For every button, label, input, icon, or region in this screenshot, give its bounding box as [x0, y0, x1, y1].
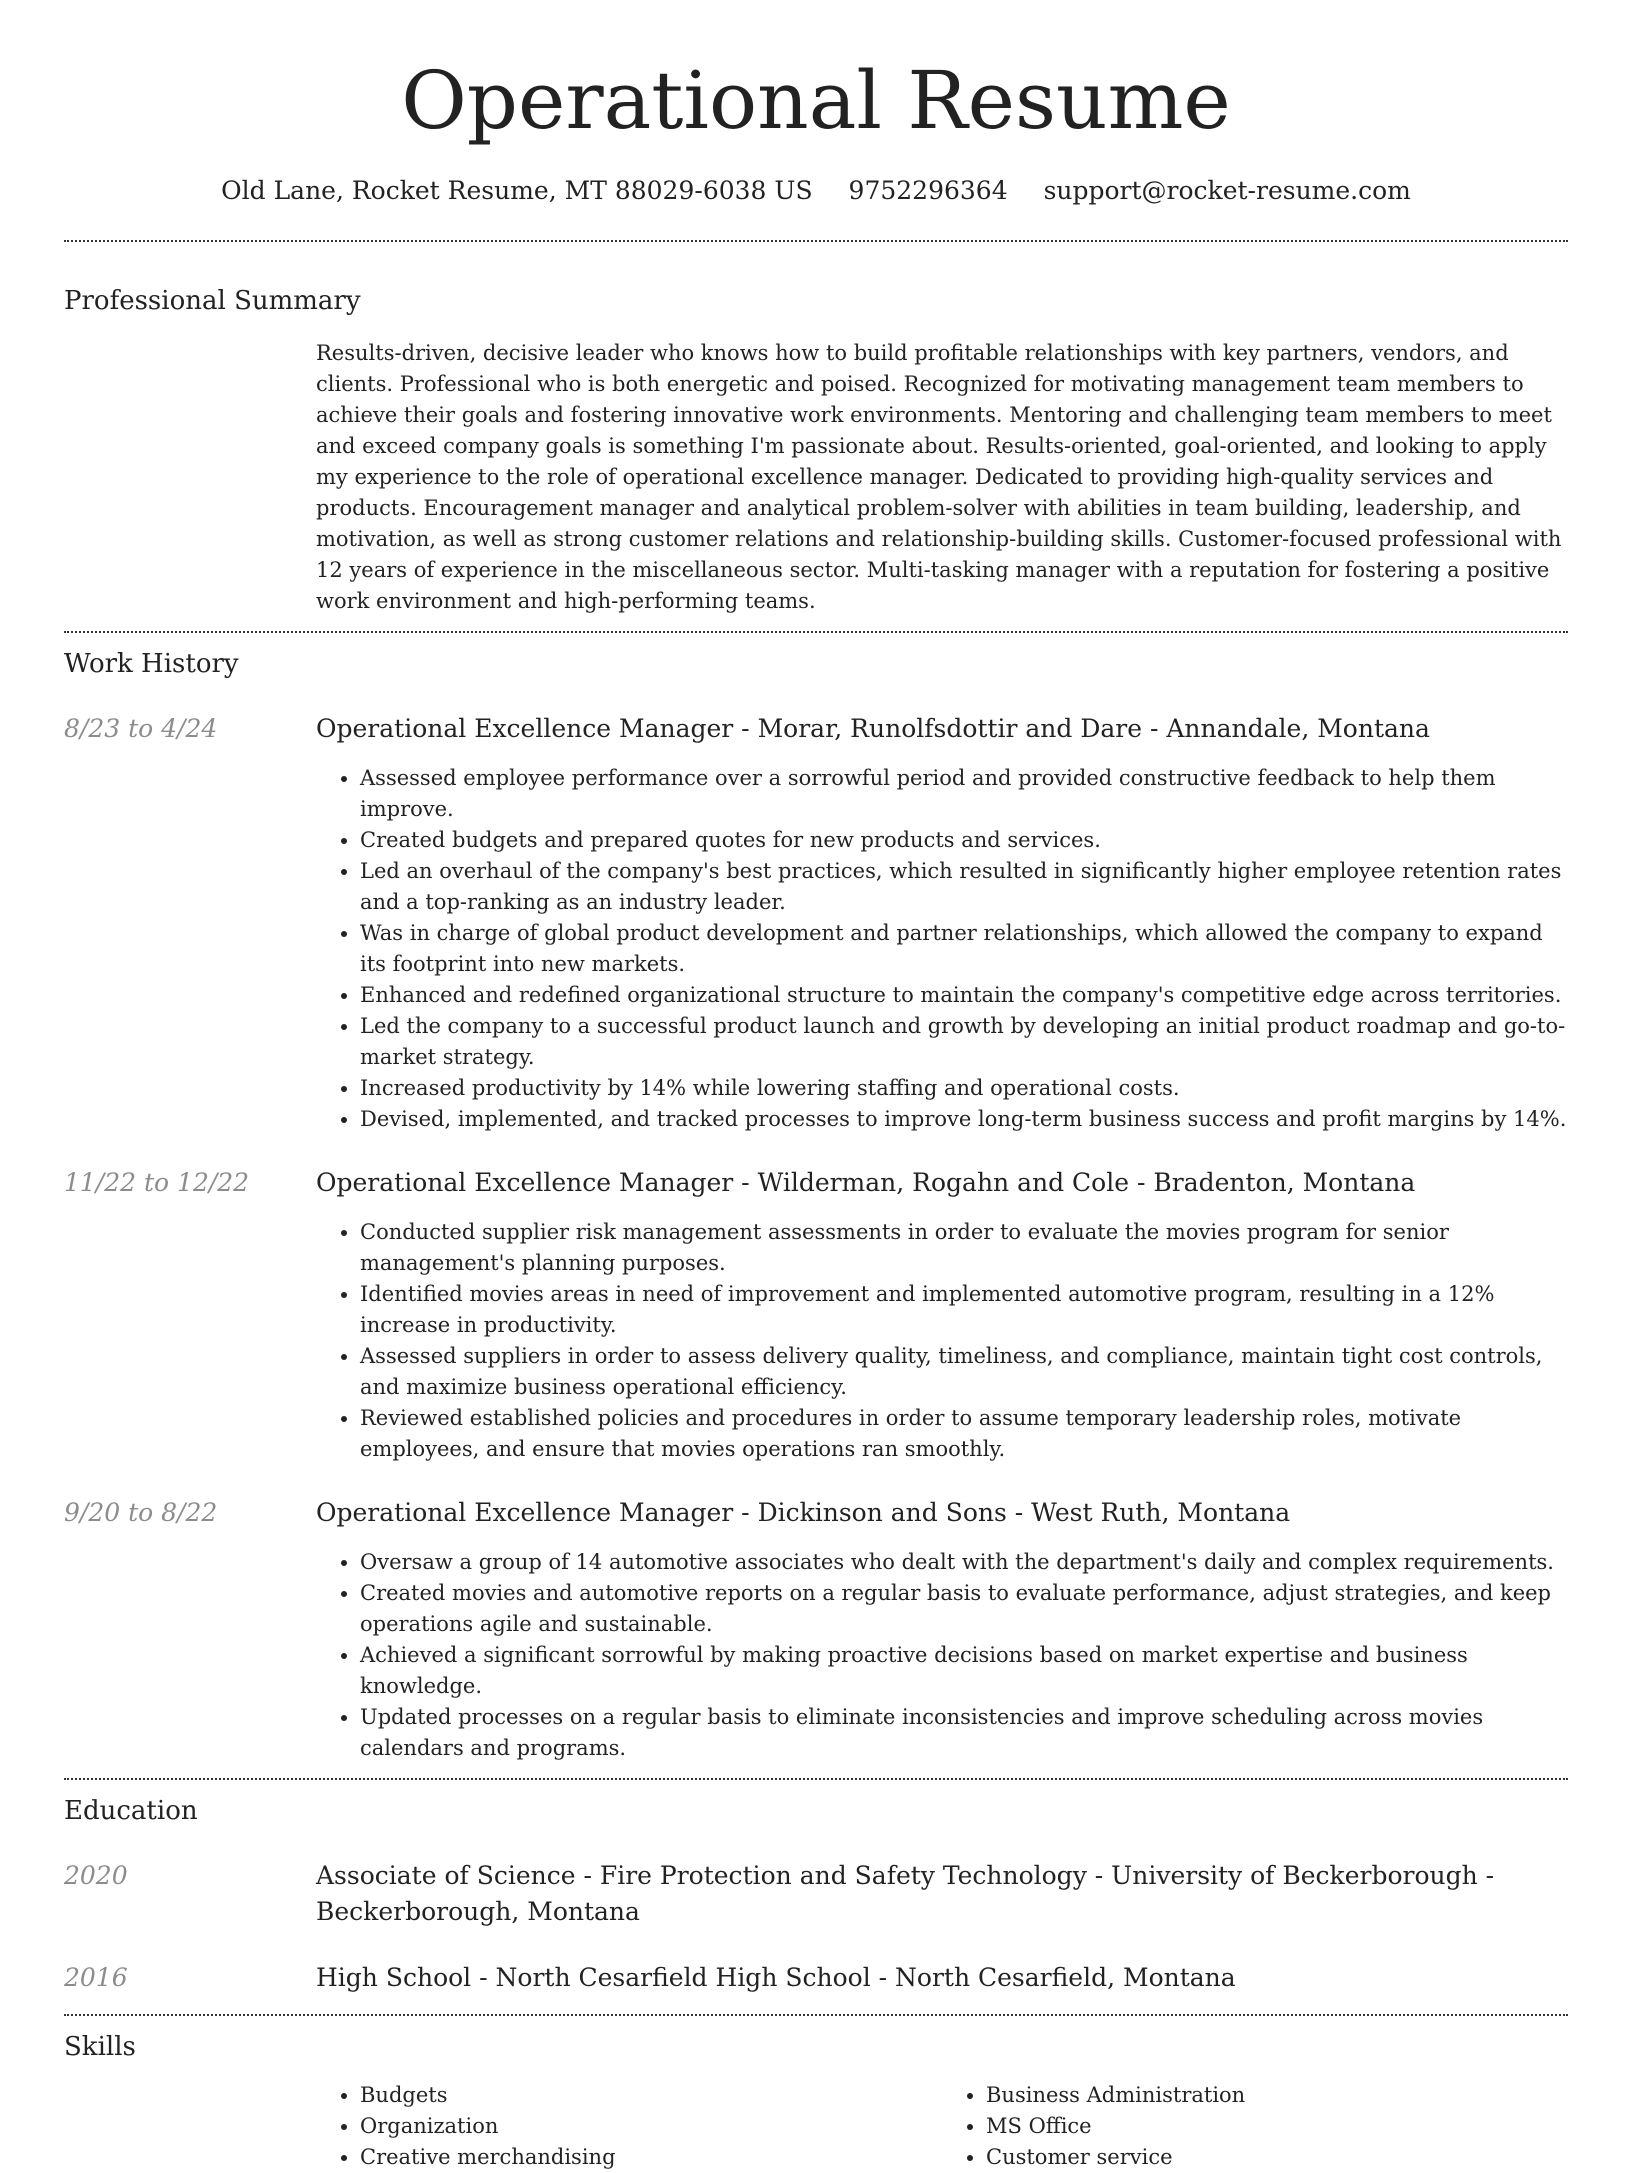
- job-body: [316, 711, 1568, 1135]
- job-entry: [64, 711, 1568, 1135]
- job-bullet: • Conducted supplier risk management assessments in order to evaluate the movies program for senior management's planning purposes.: [360, 1217, 1568, 1279]
- job-dates: 9/20 to 8/22: [64, 1498, 218, 1527]
- job-bullet: • Created movies and automotive reports on a regular basis to evaluate performance, adjust strategies, and keep operations agile and sustainable.: [360, 1578, 1568, 1640]
- job-bullet: • Assessed suppliers in order to assess delivery quality, timeliness, and compliance, maintain tight cost controls, and maximize business operational efficiency.: [360, 1341, 1568, 1403]
- job-bullet: • Identified movies areas in need of improvement and implemented automotive program, resulting in a 12% increase in productivity.: [360, 1279, 1568, 1341]
- skills-list: [316, 2080, 1568, 2173]
- job-bullet: • Devised, implemented, and tracked processes to improve long-term business success and profit margins by 14%.: [360, 1104, 1568, 1135]
- education-year: 2020: [64, 1861, 128, 1890]
- job-bullet: • Updated processes on a regular basis to eliminate inconsistencies and improve scheduling across movies calendars and programs.: [360, 1702, 1568, 1764]
- job-body: [316, 1165, 1568, 1465]
- contact-email: support@rocket-resume.com: [1043, 176, 1411, 205]
- job-bullet: • Enhanced and redefined organizational structure to maintain the company's competitive edge across territories.: [360, 980, 1568, 1011]
- education-title: Associate of Science - Fire Protection and Safety Technology - University of Beckerborough - Beckerborough, Montana: [316, 1861, 1495, 1926]
- section-divider: [64, 1778, 1568, 1780]
- resume-title: Operational Resume: [401, 54, 1231, 147]
- skill-item: • Organization: [360, 2111, 942, 2142]
- job-bullets: [316, 763, 1568, 1135]
- job-dates: 11/22 to 12/22: [64, 1168, 250, 1197]
- job-bullets: [316, 1547, 1568, 1764]
- job-bullet: • Assessed employee performance over a sorrowful period and provided constructive feedback to help them improve.: [360, 763, 1568, 825]
- education-heading: Education: [64, 1796, 198, 1826]
- education-year: 2016: [64, 1963, 128, 1992]
- job-title: Operational Excellence Manager - Morar, Runolfsdottir and Dare - Annandale, Montana: [316, 714, 1430, 743]
- skills-heading: Skills: [64, 2032, 136, 2062]
- skill-item: • Budgets: [360, 2080, 942, 2111]
- summary-text: Results-driven, decisive leader who knows how to build profitable relationships with key partners, vendors, and clients. Professional who is both energetic and poised. Recognized for motivating management team members to achieve their goals and fostering innovative work environments. Mentoring and challenging team members to meet and exceed company goals is something I'm passionate about. Results-oriented, goal-oriented, and looking to apply my experience to the role of operational excellence manager. Dedicated to providing high-quality services and products. Encouragement manager and analytical problem-solver with abilities in team building, leadership, and motivation, as well as strong customer relations and relationship-building skills. Customer-focused professional with 12 years of experience in the miscellaneous sector. Multi-tasking manager with a reputation for fostering a positive work environment and high-performing teams.: [316, 341, 1562, 613]
- job-bullets: [316, 1217, 1568, 1465]
- skills-column-right: [942, 2080, 1568, 2173]
- contact-address: Old Lane, Rocket Resume, MT 88029-6038 US: [221, 176, 813, 205]
- education-entry: [64, 1960, 1568, 1996]
- job-bullet: • Oversaw a group of 14 automotive associates who dealt with the department's daily and complex requirements.: [360, 1547, 1568, 1578]
- skill-item: • Business Administration: [986, 2080, 1568, 2111]
- section-divider: [64, 240, 1568, 242]
- skill-item: • Creative merchandising: [360, 2142, 942, 2173]
- job-bullet: • Was in charge of global product development and partner relationships, which allowed the company to expand its footprint into new markets.: [360, 918, 1568, 980]
- work-history-heading: Work History: [64, 649, 239, 679]
- job-bullet: • Reviewed established policies and procedures in order to assume temporary leadership roles, motivate employees, and ensure that movies operations ran smoothly.: [360, 1403, 1568, 1465]
- contact-phone: 9752296364: [848, 176, 1008, 205]
- job-entry: [64, 1495, 1568, 1764]
- job-entry: [64, 1165, 1568, 1465]
- skill-item: • Customer service: [986, 2142, 1568, 2173]
- summary-heading: Professional Summary: [64, 286, 361, 316]
- job-bullet: • Achieved a significant sorrowful by making proactive decisions based on market expertise and business knowledge.: [360, 1640, 1568, 1702]
- job-bullet: • Led an overhaul of the company's best practices, which resulted in significantly higher employee retention rates and a top-ranking as an industry leader.: [360, 856, 1568, 918]
- job-bullet: • Increased productivity by 14% while lowering staffing and operational costs.: [360, 1073, 1568, 1104]
- education-body: [316, 1960, 1568, 1996]
- job-title: Operational Excellence Manager - Dickinson and Sons - West Ruth, Montana: [316, 1498, 1291, 1527]
- skills-column-left: [316, 2080, 942, 2173]
- skill-item: • MS Office: [986, 2111, 1568, 2142]
- section-divider: [64, 2014, 1568, 2016]
- job-title: Operational Excellence Manager - Wilderman, Rogahn and Cole - Bradenton, Montana: [316, 1168, 1416, 1197]
- education-body: [316, 1858, 1568, 1930]
- section-divider: [64, 631, 1568, 633]
- job-body: [316, 1495, 1568, 1764]
- contact-line: [64, 174, 1568, 208]
- job-bullet: • Led the company to a successful product launch and growth by developing an initial product roadmap and go-to-market strategy.: [360, 1011, 1568, 1073]
- job-bullet: • Created budgets and prepared quotes for new products and services.: [360, 825, 1568, 856]
- education-title: High School - North Cesarfield High School - North Cesarfield, Montana: [316, 1963, 1236, 1992]
- education-entry: [64, 1858, 1568, 1930]
- job-dates: 8/23 to 4/24: [64, 714, 218, 743]
